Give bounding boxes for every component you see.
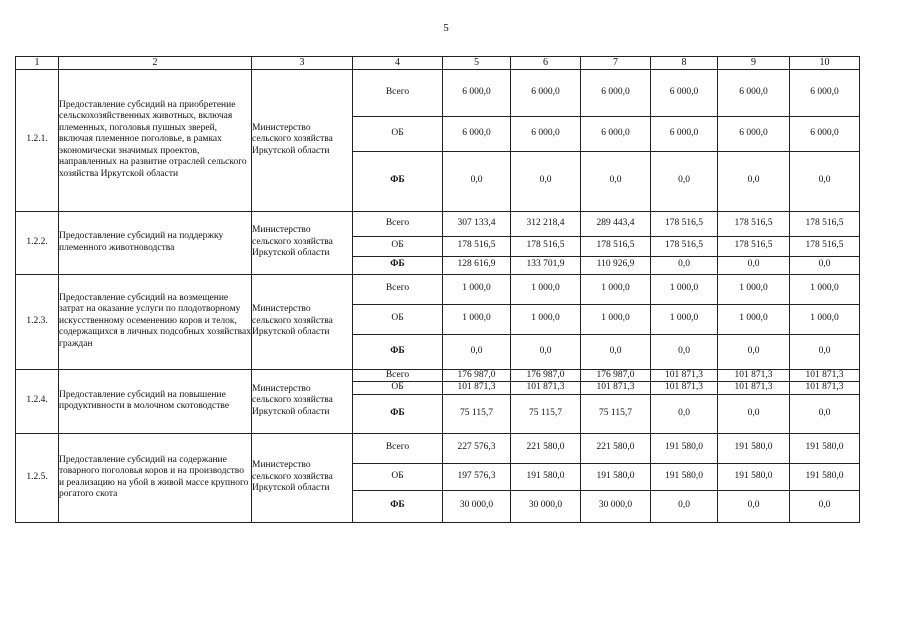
amount-cell: 0,0 (651, 151, 718, 211)
funding-source: ОБ (353, 463, 443, 490)
amount-cell: 101 871,3 (511, 382, 581, 395)
header-cell: 1 (16, 57, 59, 70)
amount-cell: 0,0 (443, 151, 511, 211)
amount-cell: 0,0 (718, 151, 790, 211)
amount-cell: 1 000,0 (790, 304, 860, 334)
amount-cell: 1 000,0 (511, 274, 581, 304)
funding-source: ОБ (353, 236, 443, 256)
amount-cell: 227 576,3 (443, 433, 511, 463)
amount-cell: 1 000,0 (718, 274, 790, 304)
amount-cell: 1 000,0 (651, 274, 718, 304)
amount-cell: 1 000,0 (443, 304, 511, 334)
amount-cell: 191 580,0 (651, 463, 718, 490)
funding-source: ОБ (353, 304, 443, 334)
amount-cell: 0,0 (790, 151, 860, 211)
amount-cell: 0,0 (511, 151, 581, 211)
amount-cell: 0,0 (443, 334, 511, 369)
amount-cell: 6 000,0 (718, 116, 790, 151)
amount-cell: 176 987,0 (443, 369, 511, 382)
amount-cell: 1 000,0 (718, 304, 790, 334)
amount-cell: 101 871,3 (443, 382, 511, 395)
amount-cell: 1 000,0 (443, 274, 511, 304)
amount-cell: 191 580,0 (581, 463, 651, 490)
funding-source: Всего (353, 211, 443, 236)
amount-cell: 221 580,0 (511, 433, 581, 463)
amount-cell: 307 133,4 (443, 211, 511, 236)
amount-cell: 0,0 (718, 490, 790, 522)
executor: Министерство сельского хозяйства Иркутской области (252, 274, 353, 369)
amount-cell: 178 516,5 (443, 236, 511, 256)
amount-cell: 30 000,0 (443, 490, 511, 522)
amount-cell: 6 000,0 (511, 69, 581, 116)
amount-cell: 6 000,0 (790, 116, 860, 151)
amount-cell: 101 871,3 (651, 382, 718, 395)
measure-description: Предоставление субсидий на повышение продуктивности в молочном скотоводстве (59, 369, 252, 433)
funding-source: ФБ (353, 394, 443, 433)
amount-cell: 110 926,9 (581, 256, 651, 274)
amount-cell: 0,0 (790, 394, 860, 433)
table-row (16, 211, 860, 236)
amount-cell: 178 516,5 (790, 236, 860, 256)
amount-cell: 178 516,5 (651, 211, 718, 236)
measure-description: Предоставление субсидий на приобретение сельскохозяйственных животных, включая племенных, поголовья пушных зверей, включая племенное поголовье, в рамках экономически значимых проектов, направленных на развитие отраслей сельского хозяйства Иркутской области (59, 69, 252, 211)
amount-cell: 176 987,0 (581, 369, 651, 382)
row-number: 1.2.2. (16, 211, 59, 274)
executor: Министерство сельского хозяйства Иркутской области (252, 211, 353, 274)
header-cell: 9 (718, 57, 790, 70)
amount-cell: 178 516,5 (718, 236, 790, 256)
amount-cell: 1 000,0 (651, 304, 718, 334)
table-row (16, 69, 860, 116)
funding-source: Всего (353, 369, 443, 382)
amount-cell: 191 580,0 (651, 433, 718, 463)
amount-cell: 312 218,4 (511, 211, 581, 236)
amount-cell: 6 000,0 (718, 69, 790, 116)
row-number: 1.2.1. (16, 69, 59, 211)
amount-cell: 0,0 (790, 490, 860, 522)
funding-source: ФБ (353, 151, 443, 211)
funding-source: ФБ (353, 256, 443, 274)
amount-cell: 0,0 (718, 256, 790, 274)
amount-cell: 30 000,0 (511, 490, 581, 522)
amount-cell: 6 000,0 (651, 69, 718, 116)
amount-cell: 1 000,0 (581, 304, 651, 334)
amount-cell: 0,0 (718, 334, 790, 369)
amount-cell: 133 701,9 (511, 256, 581, 274)
amount-cell: 0,0 (718, 394, 790, 433)
amount-cell: 75 115,7 (581, 394, 651, 433)
executor: Министерство сельского хозяйства Иркутской области (252, 369, 353, 433)
amount-cell: 191 580,0 (790, 433, 860, 463)
budget-table (15, 56, 860, 523)
amount-cell: 191 580,0 (511, 463, 581, 490)
measure-description: Предоставление субсидий на содержание товарного поголовья коров и на производство и реализацию на убой в живой массе крупного рогатого скота (59, 433, 252, 522)
amount-cell: 176 987,0 (511, 369, 581, 382)
amount-cell: 1 000,0 (790, 274, 860, 304)
executor: Министерство сельского хозяйства Иркутской области (252, 69, 353, 211)
amount-cell: 101 871,3 (790, 382, 860, 395)
table-row (16, 369, 860, 382)
funding-source: Всего (353, 274, 443, 304)
amount-cell: 0,0 (581, 151, 651, 211)
funding-source: Всего (353, 69, 443, 116)
header-cell: 4 (353, 57, 443, 70)
amount-cell: 101 871,3 (581, 382, 651, 395)
funding-source: ОБ (353, 116, 443, 151)
amount-cell: 30 000,0 (581, 490, 651, 522)
amount-cell: 0,0 (651, 394, 718, 433)
executor: Министерство сельского хозяйства Иркутской области (252, 433, 353, 522)
funding-source: ФБ (353, 334, 443, 369)
page-number: 5 (443, 22, 449, 34)
table-header-row (16, 57, 860, 70)
amount-cell: 6 000,0 (511, 116, 581, 151)
amount-cell: 6 000,0 (581, 69, 651, 116)
amount-cell: 6 000,0 (443, 69, 511, 116)
header-cell: 5 (443, 57, 511, 70)
amount-cell: 6 000,0 (651, 116, 718, 151)
amount-cell: 1 000,0 (511, 304, 581, 334)
header-cell: 8 (651, 57, 718, 70)
amount-cell: 101 871,3 (651, 369, 718, 382)
funding-source: Всего (353, 433, 443, 463)
amount-cell: 178 516,5 (511, 236, 581, 256)
header-cell: 2 (59, 57, 252, 70)
amount-cell: 0,0 (790, 256, 860, 274)
amount-cell: 101 871,3 (790, 369, 860, 382)
amount-cell: 0,0 (790, 334, 860, 369)
amount-cell: 101 871,3 (718, 382, 790, 395)
amount-cell: 178 516,5 (790, 211, 860, 236)
amount-cell: 6 000,0 (443, 116, 511, 151)
amount-cell: 0,0 (651, 490, 718, 522)
row-number: 1.2.5. (16, 433, 59, 522)
amount-cell: 221 580,0 (581, 433, 651, 463)
header-cell: 7 (581, 57, 651, 70)
amount-cell: 101 871,3 (718, 369, 790, 382)
amount-cell: 289 443,4 (581, 211, 651, 236)
amount-cell: 178 516,5 (718, 211, 790, 236)
measure-description: Предоставление субсидий на поддержку племенного животноводства (59, 211, 252, 274)
row-number: 1.2.4. (16, 369, 59, 433)
amount-cell: 191 580,0 (790, 463, 860, 490)
header-cell: 6 (511, 57, 581, 70)
amount-cell: 197 576,3 (443, 463, 511, 490)
amount-cell: 0,0 (651, 256, 718, 274)
table-row (16, 433, 860, 463)
header-cell: 3 (252, 57, 353, 70)
amount-cell: 0,0 (511, 334, 581, 369)
amount-cell: 75 115,7 (511, 394, 581, 433)
amount-cell: 1 000,0 (581, 274, 651, 304)
amount-cell: 0,0 (651, 334, 718, 369)
amount-cell: 178 516,5 (651, 236, 718, 256)
header-cell: 10 (790, 57, 860, 70)
amount-cell: 6 000,0 (581, 116, 651, 151)
amount-cell: 128 616,9 (443, 256, 511, 274)
funding-source: ФБ (353, 490, 443, 522)
amount-cell: 75 115,7 (443, 394, 511, 433)
amount-cell: 191 580,0 (718, 433, 790, 463)
measure-description: Предоставление субсидий на возмещение затрат на оказание услуги по плодотворному искусственному осеменению коров и телок, содержащихся в личных подсобных хозяйствах граждан (59, 274, 252, 369)
amount-cell: 6 000,0 (790, 69, 860, 116)
amount-cell: 0,0 (581, 334, 651, 369)
table-row (16, 274, 860, 304)
amount-cell: 178 516,5 (581, 236, 651, 256)
row-number: 1.2.3. (16, 274, 59, 369)
funding-source: ОБ (353, 382, 443, 395)
amount-cell: 191 580,0 (718, 463, 790, 490)
